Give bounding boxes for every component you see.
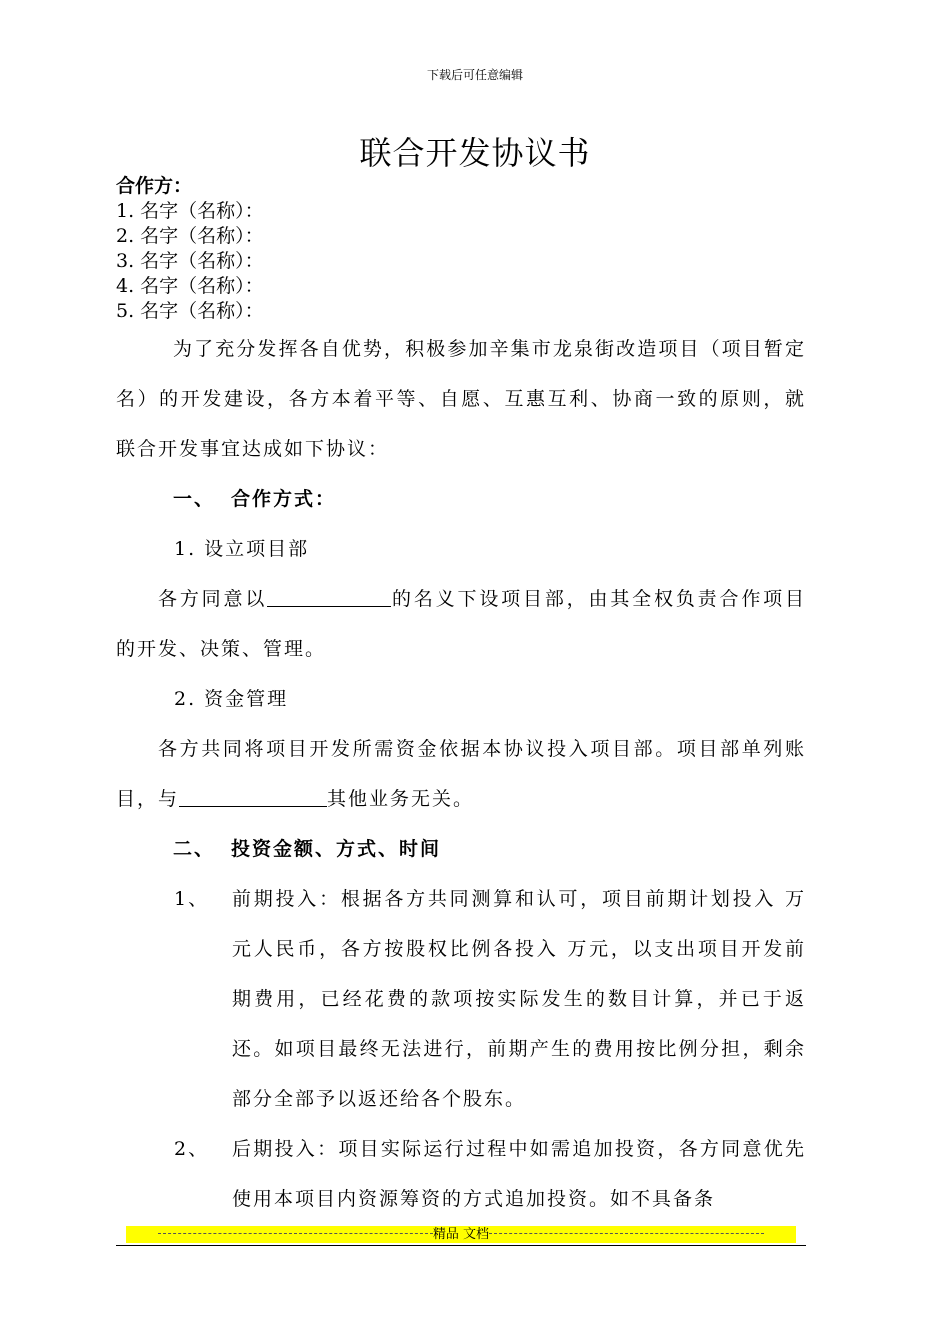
footer-dash-left	[158, 1233, 433, 1234]
party-item: 3. 名字（名称）：	[116, 250, 264, 272]
party-item: 5. 名字（名称）：	[116, 300, 264, 322]
section-heading	[116, 474, 806, 524]
document-body	[116, 324, 806, 1224]
party-item: 2. 名字（名称）：	[116, 225, 264, 247]
party-item: 1. 名字（名称）：	[116, 200, 264, 222]
section-title: 投资金额、方式、时间	[231, 838, 442, 860]
subsection-label: 2. 资金管理	[174, 688, 289, 710]
paragraph-text: 的名义下设项目部，由其全权负责合作项目的开发、决策、管理。	[116, 588, 806, 660]
parties-block	[116, 174, 816, 324]
document-title: 联合开发协议书	[359, 134, 591, 172]
list-number: 1、	[174, 888, 210, 910]
footer-text: 精品 文档	[432, 1227, 490, 1242]
subsection-paragraph	[116, 724, 806, 824]
parties-label: 合作方：	[116, 175, 193, 197]
intro-paragraph: 为了充分发挥各自优势，积极参加辛集市龙泉街改造项目（项目暂定名）的开发建设，各方本着平等、自愿、互惠互利、协商一致的原则，就联合开发事宜达成如下协议：	[116, 338, 806, 460]
paragraph-text: 各方同意以	[158, 588, 268, 610]
list-text: 前期投入：根据各方共同测算和认可，项目前期计划投入 万元人民币，各方按股权比例各投入 万元，以支出项目开发前期费用，已经花费的款项按实际发生的数目计算，并已于返还。如项目最终无法进行，前期产生的费用按比例分担，剩余部分全部予以返还给各个股东。	[232, 888, 806, 1110]
paragraph-text: 其他业务无关。	[327, 788, 475, 810]
list-item	[116, 1124, 806, 1224]
list-item	[116, 874, 806, 1124]
subsection-label: 1. 设立项目部	[174, 538, 310, 560]
list-text: 后期投入：项目实际运行过程中如需追加投资，各方同意优先使用本项目内资源筹资的方式追加投资。如不具备条	[232, 1138, 806, 1210]
paragraph-text: 各方共同将项目开发所需资金依据本协议投入项目部。项目部单列账目，与	[116, 738, 806, 810]
section-heading	[116, 824, 806, 874]
fill-in-blank[interactable]	[179, 786, 327, 807]
footer-rule	[116, 1245, 806, 1246]
fill-in-blank[interactable]	[267, 586, 391, 607]
section-number: 一、	[173, 488, 216, 510]
page-header: 下载后可任意编辑	[426, 68, 523, 82]
page-footer	[126, 1226, 796, 1243]
list-number: 2、	[174, 1138, 210, 1160]
section-number: 二、	[173, 838, 216, 860]
footer-dash-right	[489, 1233, 764, 1234]
subsection-paragraph	[116, 574, 806, 674]
section-title: 合作方式：	[231, 488, 337, 510]
party-item: 4. 名字（名称）：	[116, 275, 264, 297]
